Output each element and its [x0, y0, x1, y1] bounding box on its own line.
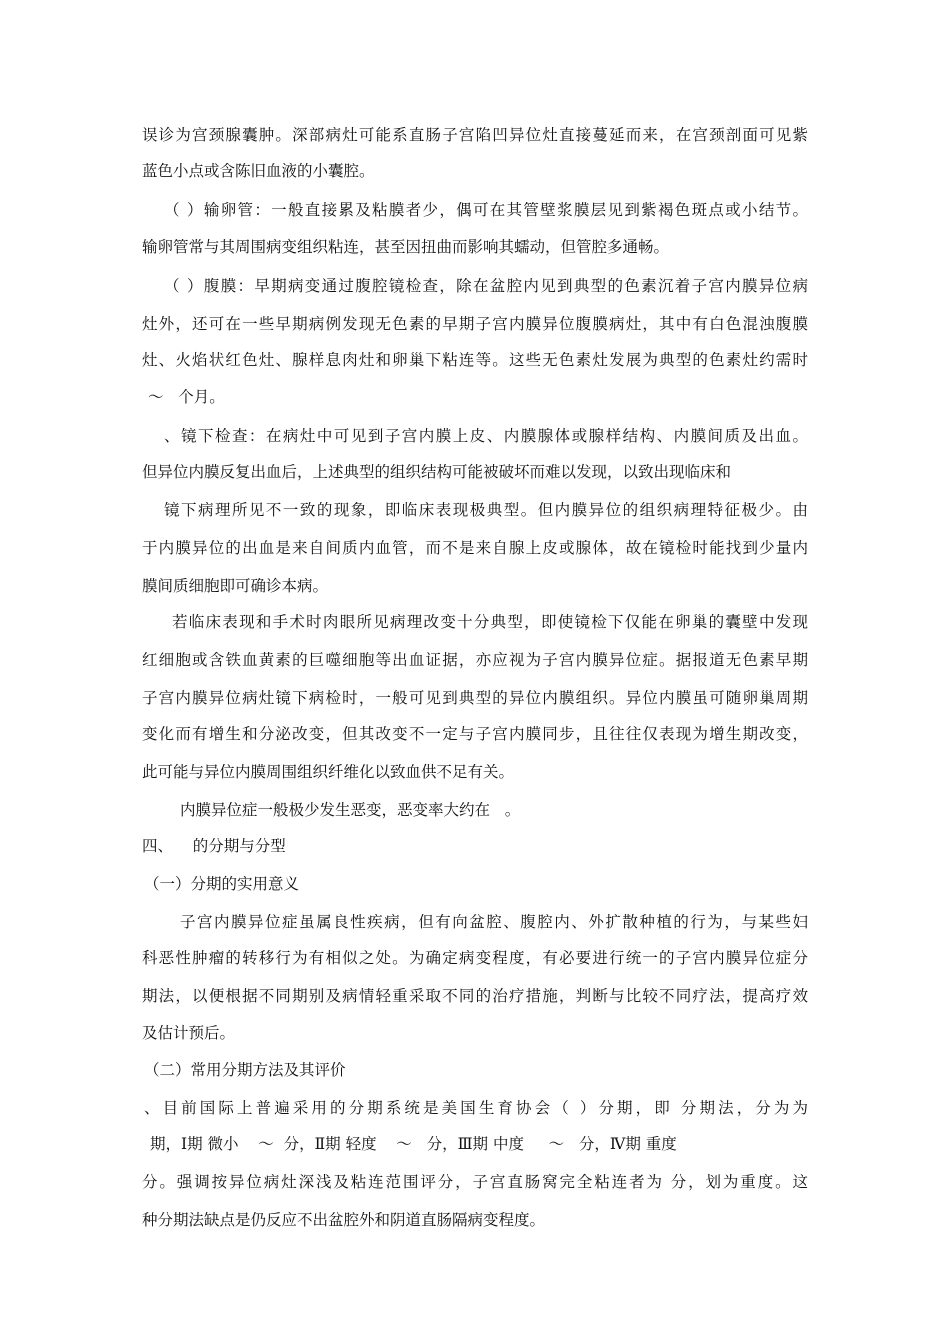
- paragraph-line: 、目前国际上普遍采用的分期系统是美国生育协会（ ）分期，即 分期法，分为为: [144, 1099, 808, 1117]
- paragraph-line: 子宫内膜异位病灶镜下病检时，一般可见到典型的异位内膜组织。异位内膜虽可随卵巢周期: [142, 689, 808, 707]
- paragraph-line: 灶外，还可在一些早期病例发现无色素的早期子宫内膜异位腹膜病灶，其中有白色混浊腹膜: [142, 315, 808, 333]
- paragraph-line: 若临床表现和手术时肉眼所见病理改变十分典型，即使镜检下仅能在卵巢的囊壁中发现: [172, 613, 808, 631]
- paragraph-line: 科恶性肿瘤的转移行为有相似之处。为确定病变程度，有必要进行统一的子宫内膜异位症分: [142, 949, 808, 967]
- paragraph-line: 期法，以便根据不同期别及病情轻重采取不同的治疗措施，判断与比较不同疗法，提高疗效: [142, 987, 808, 1005]
- paragraph-line: 分。强调按异位病灶深浅及粘连范围评分，子宫直肠窝完全粘连者为 分，划为重度。这: [142, 1173, 808, 1191]
- paragraph-line: （ ）输卵管：一般直接累及粘膜者少，偶可在其管壁浆膜层见到紫褐色斑点或小结节。: [164, 201, 808, 219]
- paragraph-line: 种分期法缺点是仍反应不出盆腔外和阴道直肠隔病变程度。: [142, 1211, 546, 1229]
- paragraph-line: 但异位内膜反复出血后，上述典型的组织结构可能被破坏而难以发现，以致出现临床和: [142, 463, 732, 481]
- paragraph-line: 镜下病理所见不一致的现象，即临床表现极典型。但内膜异位的组织病理特征极少。由: [164, 501, 808, 519]
- paragraph-line: 子宫内膜异位症虽属良性疾病，但有向盆腔、腹腔内、外扩散种植的行为，与某些妇: [180, 913, 808, 931]
- subsection-heading: （一）分期的实用意义: [144, 875, 300, 893]
- paragraph-line: 红细胞或含铁血黄素的巨噬细胞等出血证据，亦应视为子宫内膜异位症。据报道无色素早期: [142, 651, 808, 669]
- paragraph-line: 于内膜异位的出血是来自间质内血管，而不是来自腺上皮或腺体，故在镜检时能找到少量内: [142, 539, 808, 557]
- paragraph-line: 蓝色小点或含陈旧血液的小囊腔。: [142, 162, 375, 180]
- paragraph-line: （ ）腹膜：早期病变通过腹腔镜检查，除在盆腔内见到典型的色素沉着子宫内膜异位病: [164, 277, 808, 295]
- section-heading: 四、 的分期与分型: [142, 837, 286, 855]
- paragraph-line: 、镜下检查：在病灶中可见到子宫内膜上皮、内膜腺体或腺样结构、内膜间质及出血。: [164, 427, 808, 445]
- paragraph-line: 内膜异位症一般极少发生恶变，恶变率大约在 。: [180, 801, 521, 819]
- paragraph-line: 灶、火焰状红色灶、腺样息肉灶和卵巢下粘连等。这些无色素灶发展为典型的色素灶约需时: [142, 351, 808, 369]
- paragraph-line: 变化而有增生和分泌改变，但其改变不一定与子宫内膜同步，且往往仅表现为增生期改变，: [142, 725, 808, 743]
- paragraph-line: 膜间质细胞即可确诊本病。: [142, 577, 329, 595]
- paragraph-line: 误诊为宫颈腺囊肿。深部病灶可能系直肠子宫陷凹异位灶直接蔓延而来，在宫颈剖面可见紫: [142, 126, 808, 144]
- paragraph-line: 期，Ⅰ期 微小 ～ 分，Ⅱ期 轻度 ～ 分，Ⅲ期 中度 ～ 分，Ⅳ期 重度: [150, 1135, 677, 1153]
- paragraph-line: ～ 个月。: [148, 388, 225, 406]
- paragraph-line: 及估计预后。: [142, 1024, 236, 1042]
- paragraph-line: 此可能与异位内膜周围组织纤维化以致血供不足有关。: [142, 763, 515, 781]
- paragraph-line: 输卵管常与其周围病变组织粘连，甚至因扭曲而影响其蠕动，但管腔多通畅。: [142, 238, 670, 256]
- subsection-heading: （二）常用分期方法及其评价: [144, 1061, 346, 1079]
